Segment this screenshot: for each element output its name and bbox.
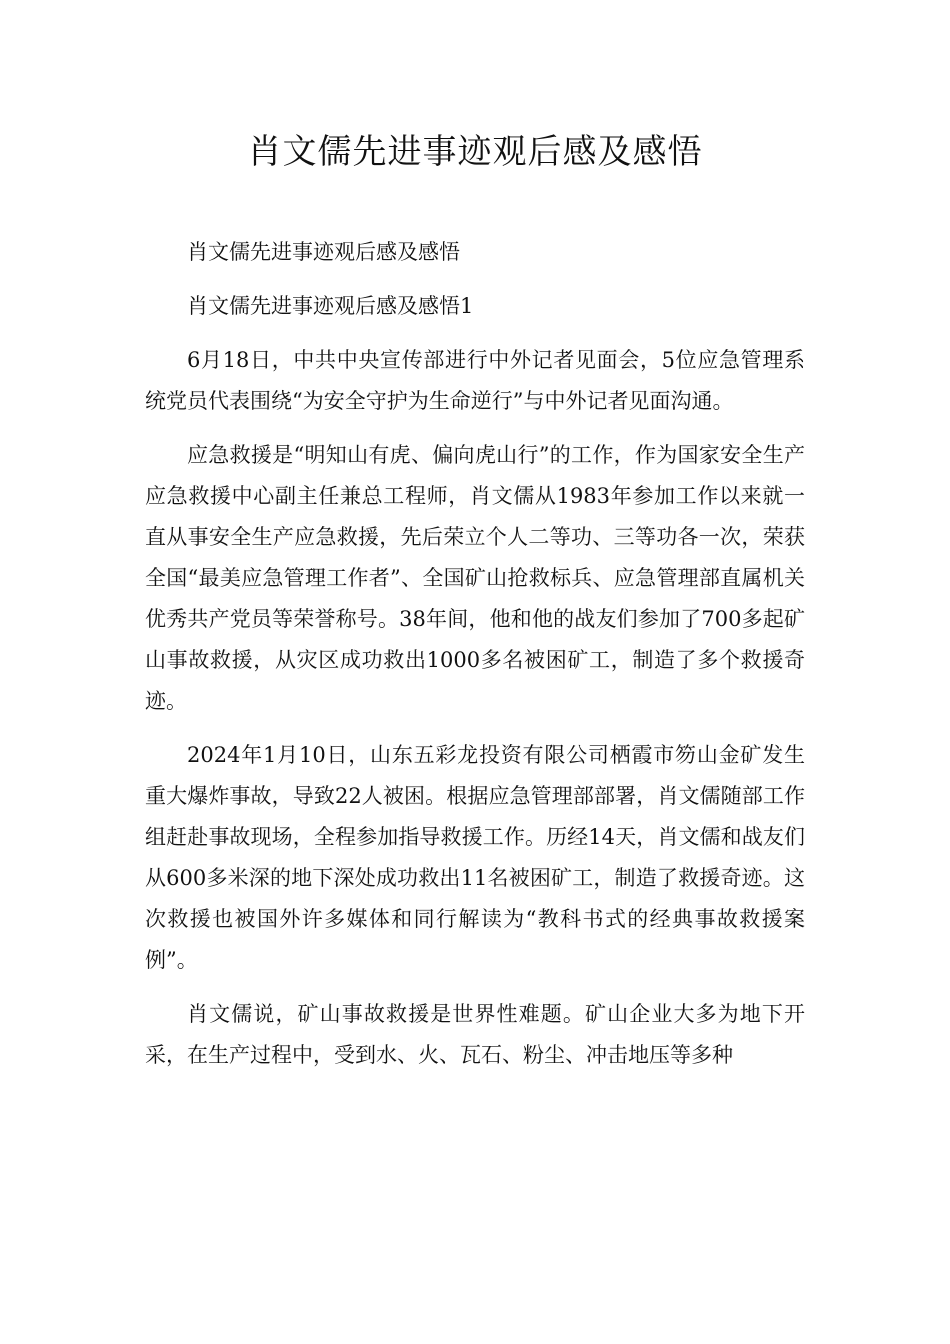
paragraph-section-heading: 肖文儒先进事迹观后感及感悟1 — [187, 294, 474, 318]
paragraph-press-conference: 6月18日，中共中央宣传部进行中外记者见面会，5位应急管理系统党员代表围绕“为安全守护为生命逆行”与中外记者见面沟通。 — [145, 348, 805, 413]
document-body — [145, 232, 805, 1089]
paragraph-rescue-career: 应急救援是“明知山有虎、偏向虎山行”的工作，作为国家安全生产应急救援中心副主任兼总工程师，肖文儒从1983年参加工作以来就一直从事安全生产应急救援，先后荣立个人二等功、三等功各一次，荣获全国“最美应急管理工作者”、全国矿山抢救标兵、应急管理部直属机关优秀共产党员等荣誉称号。38年间，他和他的战友们参加了700多起矿山事故救援，从灾区成功救出1000多名被困矿工，制造了多个救援奇迹。 — [145, 443, 805, 713]
paragraph-subtitle: 肖文儒先进事迹观后感及感悟 — [187, 240, 460, 264]
document-title: 肖文儒先进事迹观后感及感悟 — [247, 132, 703, 172]
paragraph-mine-rescue-difficulty: 肖文儒说，矿山事故救援是世界性难题。矿山企业大多为地下开采，在生产过程中，受到水、火、瓦石、粉尘、冲击地压等多种 — [145, 1002, 805, 1067]
paragraph-hushan-rescue: 2024年1月10日，山东五彩龙投资有限公司栖霞市笏山金矿发生重大爆炸事故，导致22人被困。根据应急管理部部署，肖文儒随部工作组赶赴事故现场，全程参加指导救援工作。历经14天，肖文儒和战友们从600多米深的地下深处成功救出11名被困矿工，制造了救援奇迹。这次救援也被国外许多媒体和同行解读为“教科书式的经典事故救援案例”。 — [145, 743, 805, 972]
